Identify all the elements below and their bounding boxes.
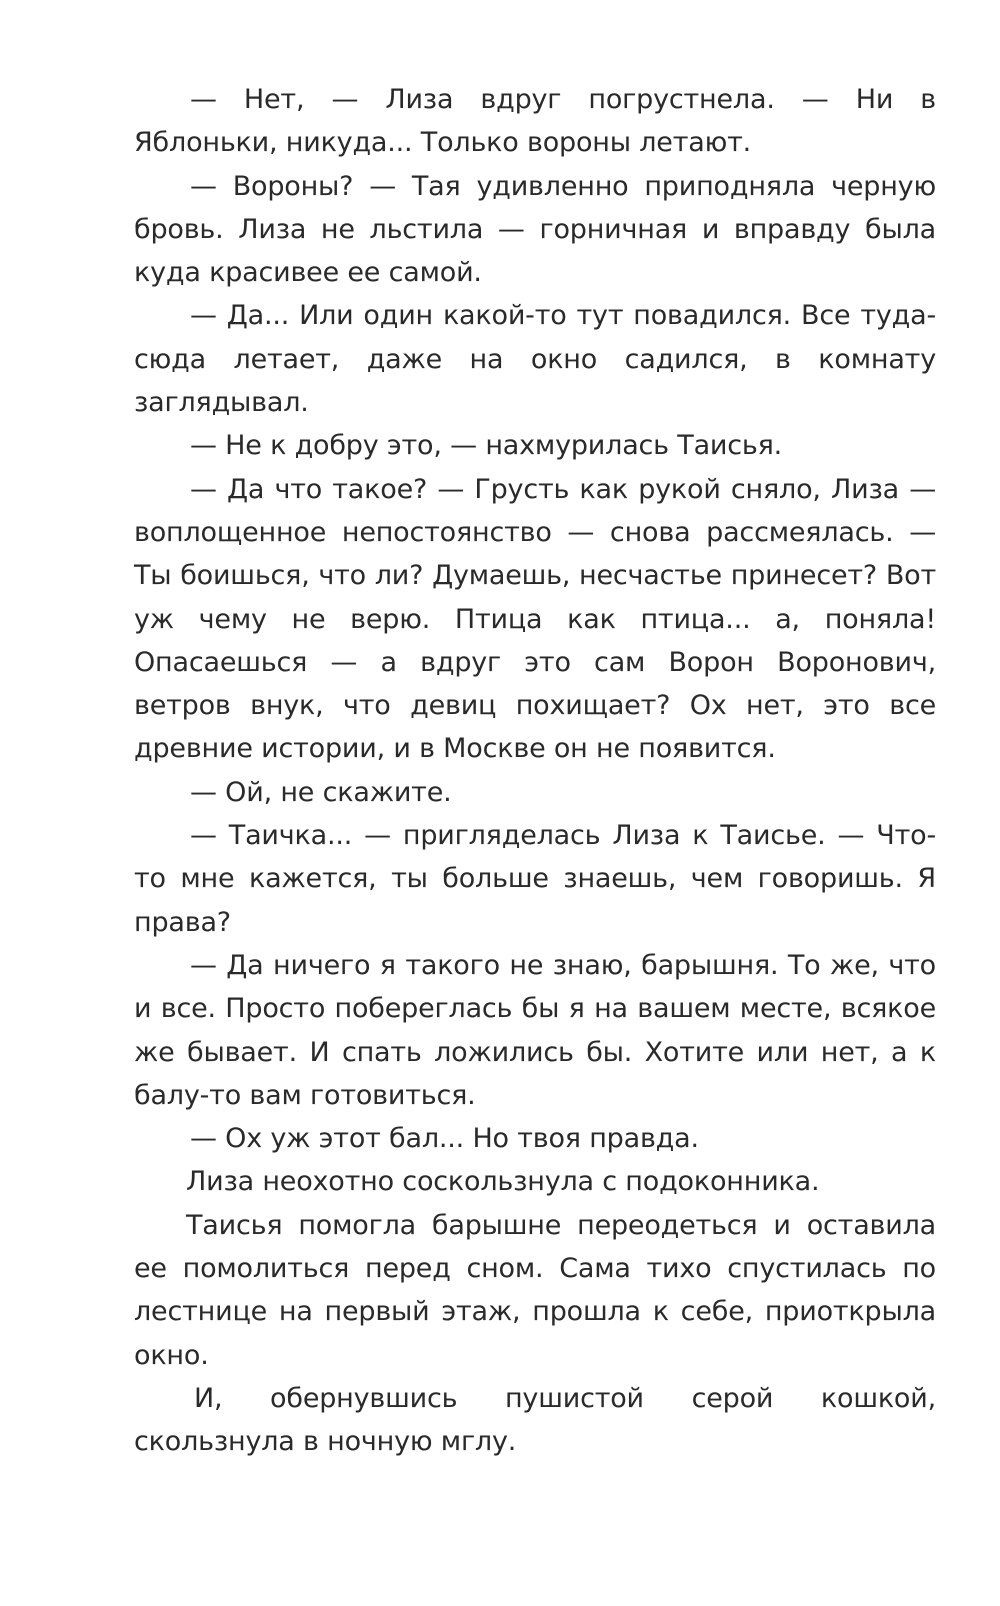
paragraph: Таисья помогла барышне переодеться и оставила ее помолиться перед сном. Сама тихо спустилась по лестнице на первый этаж, прошла к себе, приоткрыла окно. <box>134 1209 936 1371</box>
paragraph: И, обернувшись пушистой серой кошкой, скользнула в ночную мглу. <box>134 1382 936 1458</box>
paragraph: — Ох уж этот бал... Но твоя правда. <box>190 1123 699 1155</box>
paragraph: — Да... Или один какой-то тут повадился. Все туда-сюда летает, даже на окно садился, в комнату заглядывал. <box>134 300 936 419</box>
paragraph: — Таичка... — пригляделась Лиза к Таисье. — Что-то мне кажется, ты больше знаешь, чем говоришь. Я права? <box>134 820 936 938</box>
paragraph: — Вороны? — Тая удивленно приподняла черную бровь. Лиза не льстила — горничная и вправду была куда красивее ее самой. <box>134 170 936 289</box>
paragraph: — Не к добру это, — нахмурилась Таисья. <box>190 430 783 462</box>
paragraph: — Да ничего я такого не знаю, барышня. То же, что и все. Просто побереглась бы я на вашем месте, всякое же бывает. И спать ложились бы. Хотите или нет, а к балу-то вам готовиться. <box>134 949 936 1111</box>
page-text <box>134 78 936 1464</box>
paragraph: Лиза неохотно соскользнула с подоконника. <box>186 1166 820 1198</box>
paragraph: — Да что такое? — Грусть как рукой сняло, Лиза — воплощенное непостоянство — снова рассмеялась. — Ты боишься, что ли? Думаешь, несчастье принесет? Вот уж чему не верю. Птица как птица... а, поняла! Опасаешься — а вдруг это сам Ворон Воронович, ветров внук, что девиц похищает? Ох нет, это все древние истории, и в Москве он не появится. <box>134 473 936 765</box>
paragraph: — Ой, не скажите. <box>190 776 452 808</box>
paragraph: — Нет, — Лиза вдруг погрустнела. — Ни в Яблоньки, никуда... Только вороны летают. <box>134 84 936 159</box>
